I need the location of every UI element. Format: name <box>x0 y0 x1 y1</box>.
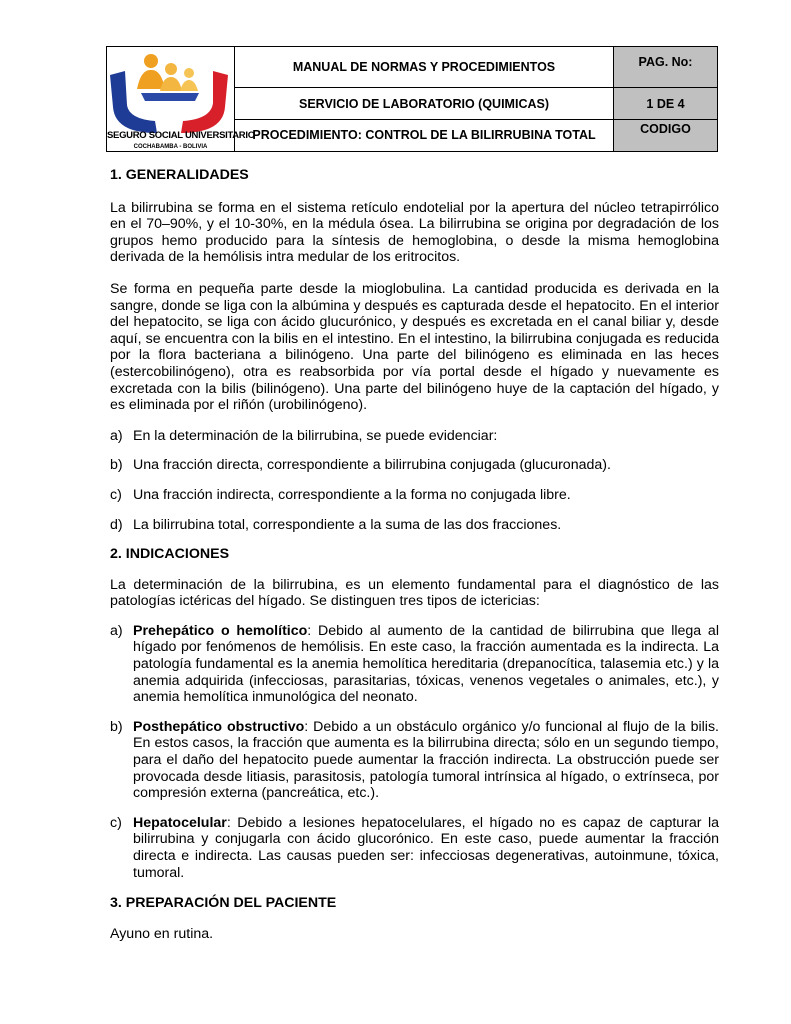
list-text: Una fracción directa, correspondiente a bilirrubina conjugada (glucuronada). <box>133 457 611 474</box>
logo-text-location: COCHABAMBA - BOLIVIA <box>133 144 208 150</box>
list-term: Prehepático o hemolítico <box>133 622 308 639</box>
list-item <box>110 719 719 802</box>
list-term: Posthepático obstructivo <box>133 718 305 735</box>
logo-text-institution: SEGURO SOCIAL UNIVERSITARIO <box>107 130 255 141</box>
list-label: c) <box>110 814 122 831</box>
list-label: b) <box>110 718 123 735</box>
list-text: : Debido a un obstáculo orgánico y/o funcional al flujo de la bilis. En estos casos, la fracción que aumenta es la bilirrubina directa; sólo en un segundo tiempo, para el daño del hepatocito puede aumentar la fracción indirecta. La obstrucción puede ser provocada desde litiasis, parasitosis, patología tumoral intrínsica al hígado, o extrínseca, por compresión externa (pancreática, etc.). <box>133 718 719 802</box>
list-label: a) <box>110 622 123 639</box>
list-item <box>110 457 719 474</box>
logo-cell <box>107 47 255 152</box>
paragraph: La determinación de la bilirrubina, es un elemento fundamental para el diagnóstico de las patologías ictéricas del hígado. Se distinguen tres tipos de ictericias: <box>110 576 719 610</box>
page-value: 1 DE 4 <box>614 88 718 119</box>
list-text: Una fracción indirecta, correspondiente a la forma no conjugada libre. <box>133 486 571 503</box>
list-label: b) <box>110 457 123 474</box>
list-item <box>110 517 719 534</box>
seguro-social-logo-icon <box>107 47 234 135</box>
code-label: CODIGO <box>614 119 718 151</box>
section-title-indicaciones: 2. INDICACIONES <box>110 546 230 563</box>
paragraph: Se forma en pequeña parte desde la mioglobulina. La cantidad producida es derivada en la sangre, donde se liga con la albúmina y después es capturada desde el hepatocito. En el interior del hepatocito, se liga con ácido glucurónico, y después es excretada en el canal biliar y, desde aquí, se encuentra con la bilis en el intestino. En el intestino, la bilirrubina conjugada es reducida por la flora bacteriana a bilinógeno. Una parte del bilinógeno es eliminada en las heces (estercobilinógeno), otra es reabsorbida por vía portal desde el hígado y nuevamente es excretada con la bilis (bilinógeno). Una parte del bilinógeno huye de la captación del hígado, y es eliminada por el riñón (urobilinógeno). <box>110 280 719 414</box>
list-item <box>110 623 719 706</box>
list-item <box>110 428 719 445</box>
section-title-preparacion: 3. PREPARACIÓN DEL PACIENTE <box>110 895 337 912</box>
list-label: c) <box>110 486 122 503</box>
page-label: PAG. No: <box>614 47 718 88</box>
section-title-generalidades: 1. GENERALIDADES <box>110 167 249 183</box>
list-item <box>110 815 719 881</box>
document-header-table <box>106 46 718 152</box>
manual-title: MANUAL DE NORMAS Y PROCEDIMIENTOS <box>235 47 614 88</box>
list-label: a) <box>110 427 123 444</box>
document-body <box>110 167 719 942</box>
paragraph: Ayuno en rutina. <box>110 925 214 942</box>
list-term: Hepatocelular <box>133 814 227 831</box>
paragraph: La bilirrubina se forma en el sistema retículo endotelial por la apertura del núcleo tetrapirrólico en el 70–90%, y el 10-30%, en la médula ósea. La bilirrubina se origina por degradación de los grupos hemo producido para la síntesis de hemoglobina, o desde la misma hemoglobina derivada de la hemólisis intra medular de los eritrocitos. <box>110 199 719 266</box>
list-text: La bilirrubina total, correspondiente a la suma de las dos fracciones. <box>133 516 562 533</box>
list-label: d) <box>110 516 123 533</box>
list-text: : Debido a lesiones hepatocelulares, el hígado no es capaz de capturar la bilirrubina y conjugarla con ácido glucorónico. En este caso, puede aumentar la fracción directa e indirecta. Las causas pueden ser: infecciosas degenerativas, autoinmune, tóxica, tumoral. <box>133 814 719 881</box>
list-item <box>110 487 719 504</box>
list-text: : Debido al aumento de la cantidad de bilirrubina que llega al hígado por fenómenos de hemólisis. En este caso, la fracción aumentada es la indirecta. La patología fundamental es la anemia hemolítica hereditaria (drepanocítica, talasemia etc.) y la anemia adquirida (infecciosas, parasitarias, tóxicas, venenos vegetales o animales, etc.), y anemia hemolítica inmunológica del neonato. <box>133 622 719 706</box>
list-text: En la determinación de la bilirrubina, se puede evidenciar: <box>133 427 498 444</box>
service-title: SERVICIO DE LABORATORIO (QUIMICAS) <box>235 88 614 119</box>
procedure-title: PROCEDIMIENTO: CONTROL DE LA BILIRRUBINA TOTAL <box>235 119 614 151</box>
